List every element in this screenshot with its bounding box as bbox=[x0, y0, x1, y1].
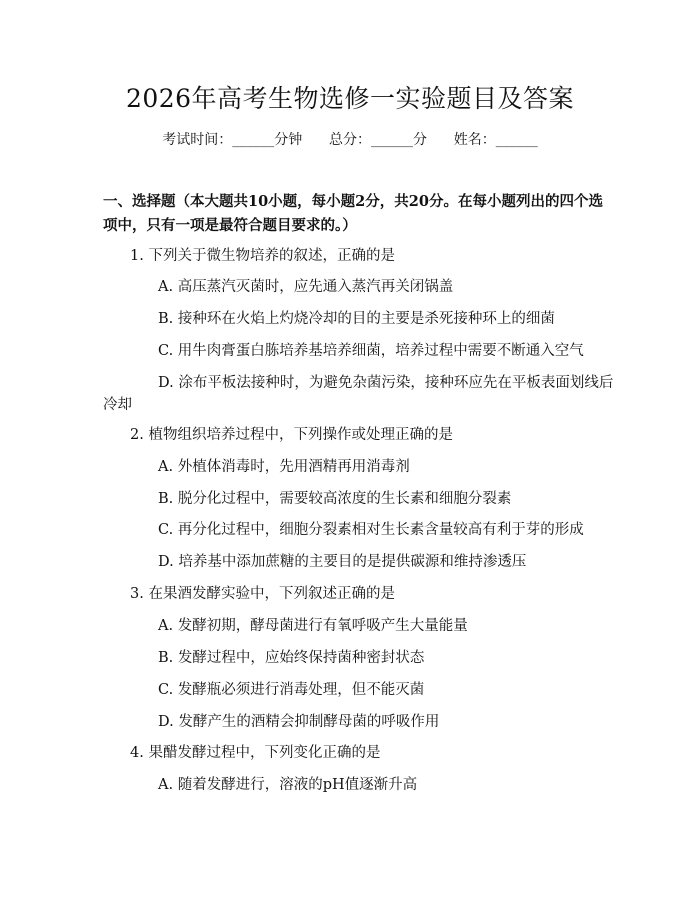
section-heading bbox=[103, 190, 603, 238]
question-3-option-b: B. 发酵过程中，应始终保持菌种密封状态 bbox=[158, 650, 425, 666]
question-2-stem: 2. 植物组织培养过程中，下列操作或处理正确的是 bbox=[130, 427, 453, 443]
question-1-option-d: D. 涂布平板法接种时，为避免杂菌污染，接种环应先在平板表面划线后 bbox=[158, 375, 614, 391]
question-2-option-d: D. 培养基中添加蔗糖的主要目的是提供碳源和维持渗透压 bbox=[158, 554, 527, 570]
question-2-option-b: B. 脱分化过程中，需要较高浓度的生长素和细胞分裂素 bbox=[158, 491, 512, 507]
question-4-stem: 4. 果醋发酵过程中，下列变化正确的是 bbox=[130, 745, 381, 761]
question-2-option-c: C. 再分化过程中，细胞分裂素相对生长素含量较高有利于芽的形成 bbox=[158, 522, 584, 538]
question-1-option-d-wrap: 冷却 bbox=[103, 397, 132, 413]
question-1-option-c: C. 用牛肉膏蛋白胨培养基培养细菌，培养过程中需要不断通入空气 bbox=[158, 343, 584, 359]
question-3-stem: 3. 在果酒发酵实验中，下列叙述正确的是 bbox=[130, 586, 395, 602]
question-3-option-c: C. 发酵瓶必须进行消毒处理，但不能灭菌 bbox=[158, 682, 425, 698]
question-3-option-a: A. 发酵初期，酵母菌进行有氧呼吸产生大量能量 bbox=[158, 618, 468, 634]
question-3-option-d: D. 发酵产生的酒精会抑制酵母菌的呼吸作用 bbox=[158, 714, 440, 730]
section-heading-line-2: 项中，只有一项是最符合题目要求的。） bbox=[103, 217, 357, 234]
page-title: 2026年高考生物选修一实验题目及答案 bbox=[125, 84, 575, 113]
question-4-option-a: A. 随着发酵进行，溶液的pH值逐渐升高 bbox=[158, 777, 418, 793]
question-1-option-a: A. 高压蒸汽灭菌时，应先通入蒸汽再关闭锅盖 bbox=[158, 279, 454, 295]
question-2-option-a: A. 外植体消毒时，先用酒精再用消毒剂 bbox=[158, 459, 410, 475]
question-1-stem: 1. 下列关于微生物培养的叙述，正确的是 bbox=[130, 248, 395, 264]
exam-info-line: 考试时间：______分钟 总分：______分 姓名：______ bbox=[162, 132, 538, 148]
question-1-option-b: B. 接种环在火焰上灼烧冷却的目的主要是杀死接种环上的细菌 bbox=[158, 311, 555, 327]
section-heading-line-1: 一、选择题（本大题共10小题，每小题2分，共20分。在每小题列出的四个选 bbox=[103, 193, 603, 210]
